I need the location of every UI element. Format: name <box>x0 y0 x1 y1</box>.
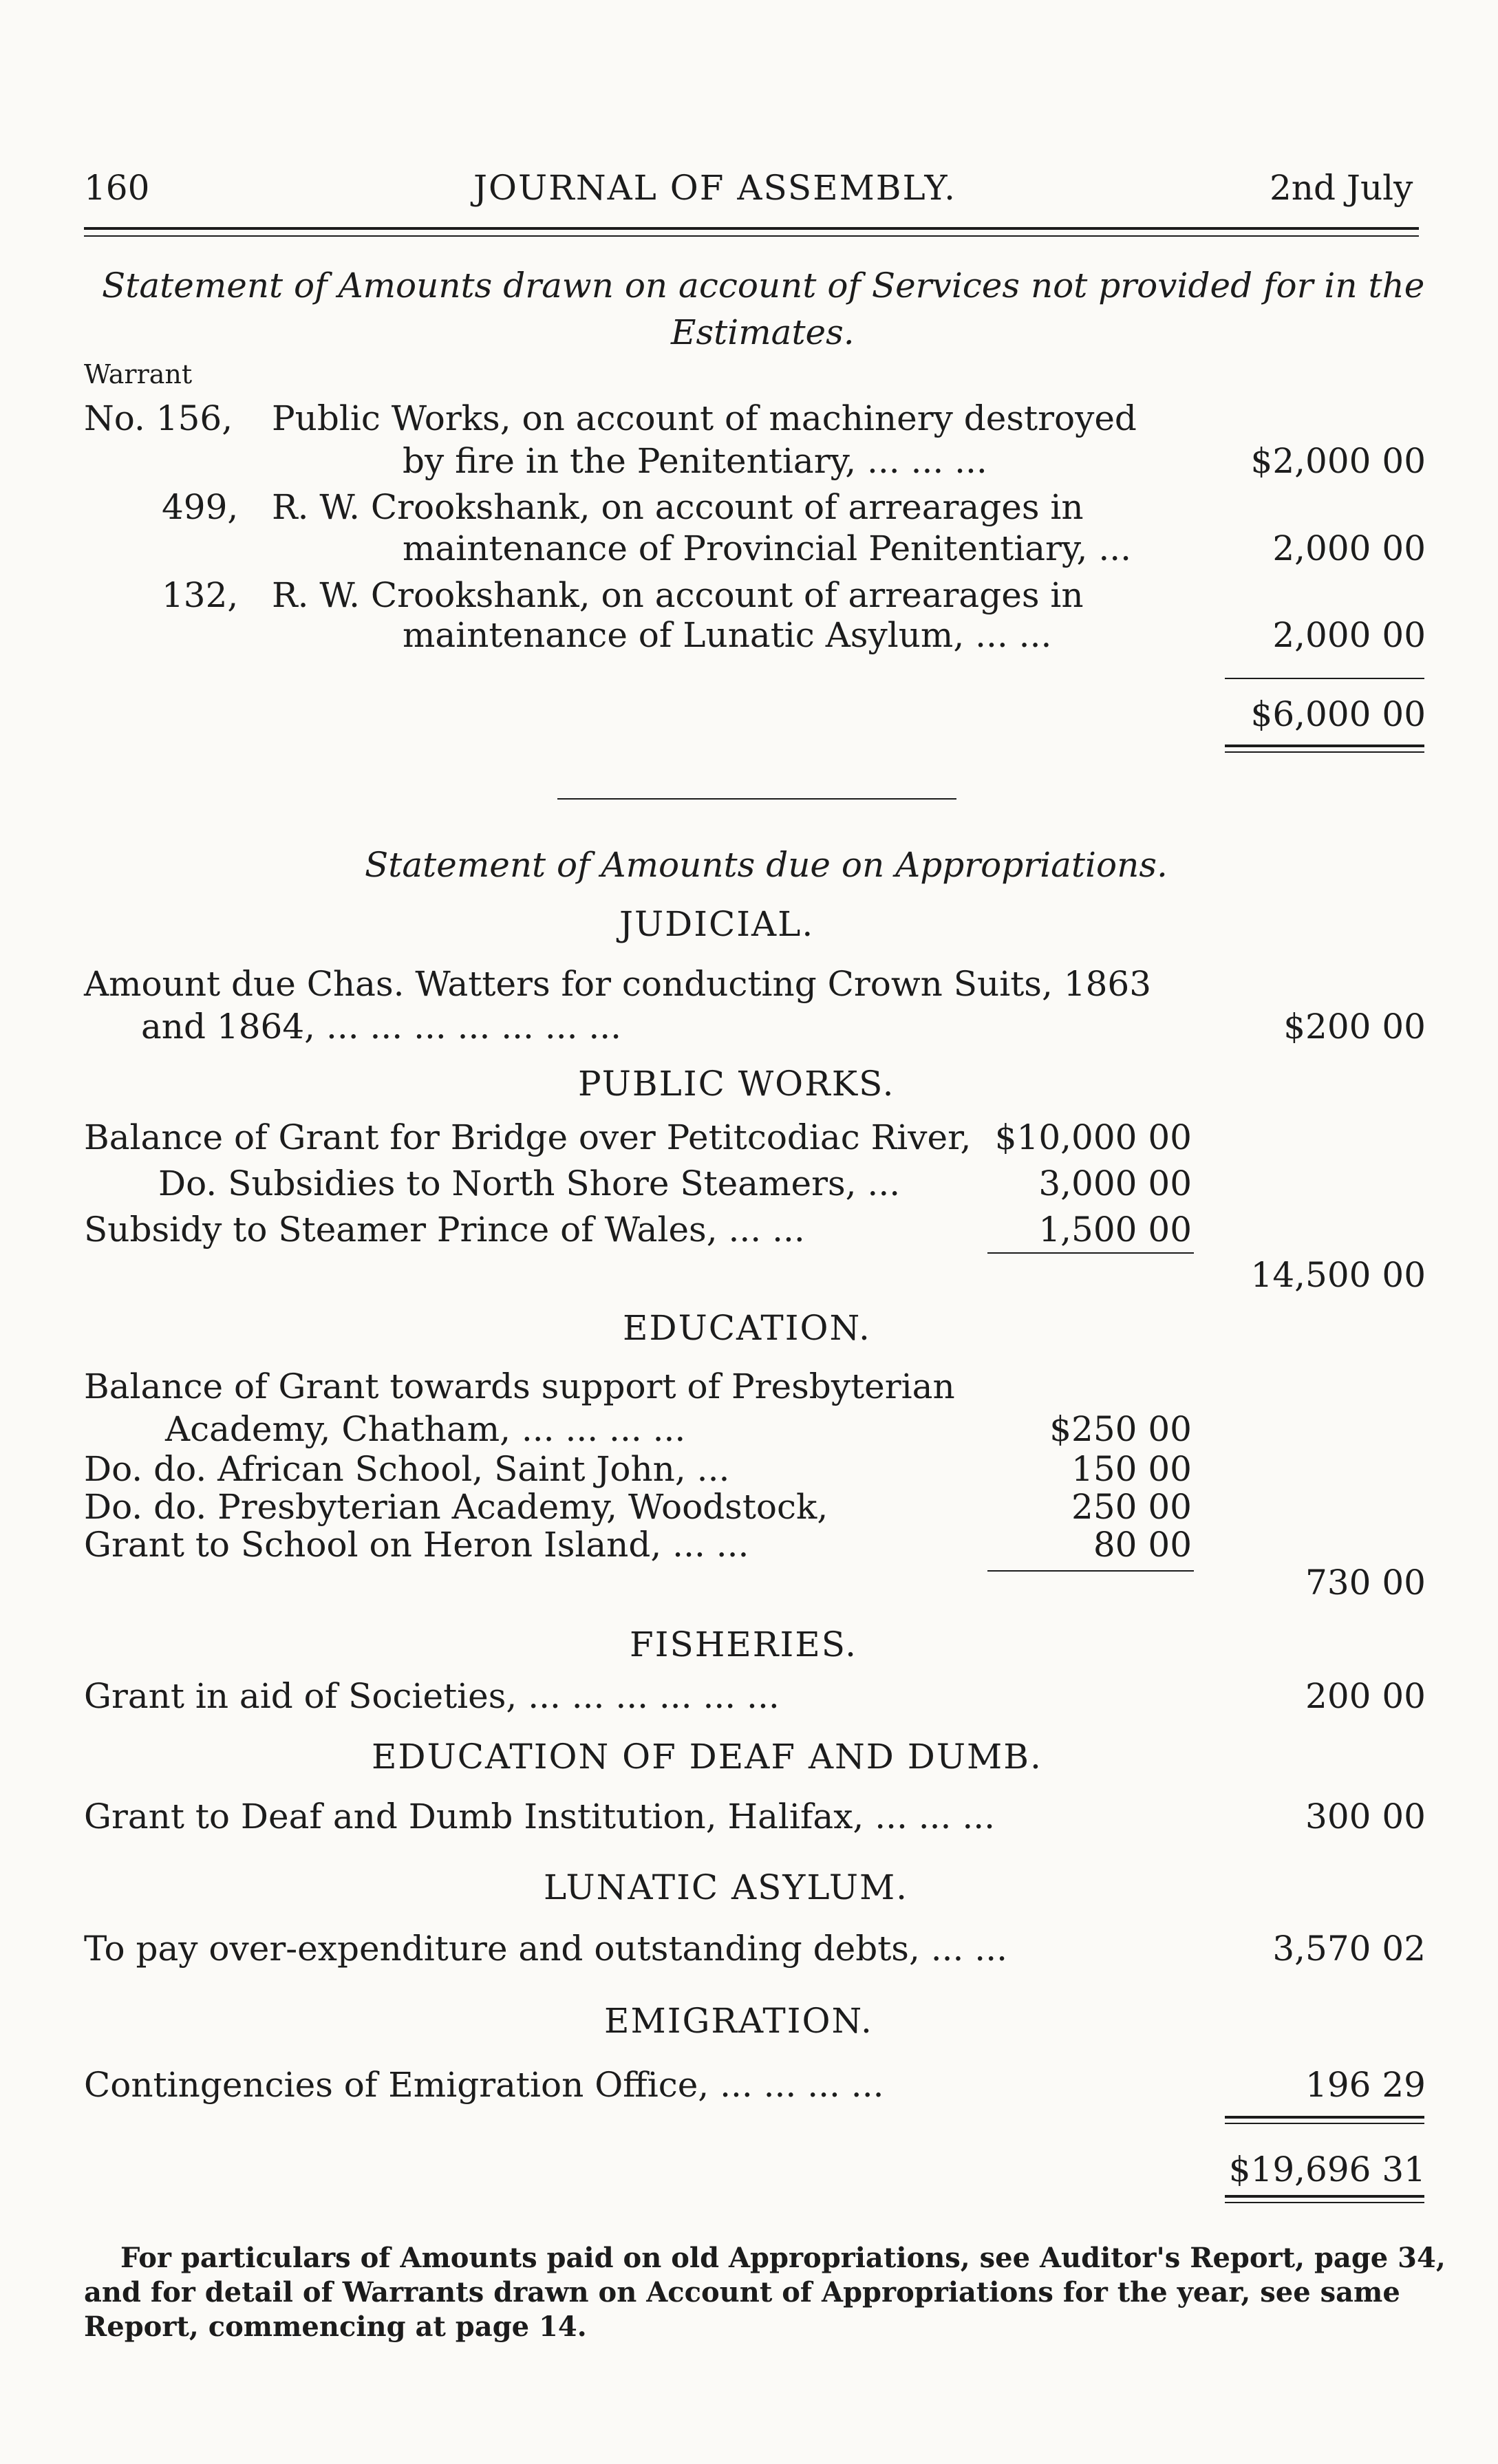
section-heading-education: EDUCATION. <box>623 1308 871 1348</box>
footnote-line2: and for detail of Warrants drawn on Account of Appropriations for the year, see same <box>84 2276 1400 2308</box>
header-rule-thick <box>84 227 1419 230</box>
grand-total: $19,696 31 <box>1228 2150 1426 2189</box>
section-heading-public-works: PUBLIC WORKS. <box>578 1064 895 1104</box>
public-works-amount: 3,000 00 <box>1038 1164 1192 1203</box>
education-item: Do. do. African School, Saint John, ... <box>84 1449 730 1489</box>
section-heading-fisheries: FISHERIES. <box>630 1625 858 1664</box>
statement1-title-line1: Statement of Amounts drawn on account of Services not provided for in the <box>102 266 1425 306</box>
entry-line: maintenance of Provincial Penitentiary, ... <box>403 528 1132 568</box>
education-amount: $250 00 <box>1049 1409 1192 1449</box>
judicial-line1: Amount due Chas. Watters for conducting Crown Suits, 1863 <box>84 964 1152 1004</box>
sum-rule <box>1225 2123 1424 2124</box>
footnote-line1: For particulars of Amounts paid on old Appropriations, see Auditor's Report, page 34, <box>120 2242 1446 2274</box>
public-works-item: Subsidy to Steamer Prince of Wales, ... ... <box>84 1210 805 1250</box>
footnote-line3: Report, commencing at page 14. <box>84 2311 587 2343</box>
education-amount: 150 00 <box>1071 1449 1192 1489</box>
entry-line: maintenance of Lunatic Asylum, ... ... <box>403 615 1052 655</box>
entry-amount: 2,000 00 <box>1272 615 1426 655</box>
education-item: Balance of Grant towards support of Presbyterian <box>84 1367 955 1406</box>
deaf-dumb-amount: 300 00 <box>1305 1797 1426 1836</box>
statement2-title: Statement of Amounts due on Appropriations. <box>365 845 1168 885</box>
lunatic-amount: 3,570 02 <box>1272 1929 1426 1969</box>
entry-amount: 2,000 00 <box>1272 528 1426 568</box>
subtotal-rule <box>987 1252 1194 1254</box>
education-amount: 80 00 <box>1093 1525 1192 1565</box>
warrant-number: No. 156, <box>84 398 233 438</box>
emigration-amount: 196 29 <box>1305 2065 1426 2105</box>
entry-line: by fire in the Penitentiary, ... ... ... <box>403 441 987 481</box>
total-double-rule <box>1225 751 1424 753</box>
section-heading-judicial: JUDICIAL. <box>619 904 815 944</box>
judicial-line2: and 1864, ... ... ... ... ... ... ... <box>141 1007 622 1047</box>
warrant-number: 132, <box>162 575 239 615</box>
page-number: 160 <box>84 168 150 208</box>
public-works-item: Balance of Grant for Bridge over Petitcodiac River, <box>84 1117 972 1157</box>
sum-rule <box>1225 678 1424 679</box>
total-double-rule <box>1225 744 1424 747</box>
fisheries-line: Grant in aid of Societies, ... ... ... ... ... ... <box>84 1676 780 1716</box>
total-double-rule <box>1225 2195 1424 2198</box>
warrant-label: Warrant <box>84 359 193 389</box>
entry-amount: $2,000 00 <box>1250 441 1426 481</box>
header-date: 2nd July <box>1270 168 1413 208</box>
statement1-total: $6,000 00 <box>1250 694 1426 734</box>
total-double-rule <box>1225 2202 1424 2203</box>
header-rule-thin <box>84 235 1419 237</box>
entry-line: R. W. Crookshank, on account of arrearages in <box>272 575 1084 615</box>
statement1-title-line2: Estimates. <box>671 312 855 352</box>
subtotal-rule <box>987 1570 1194 1572</box>
public-works-item: Do. Subsidies to North Shore Steamers, ... <box>158 1164 901 1203</box>
public-works-amount: 1,500 00 <box>1038 1210 1192 1250</box>
education-item: Do. do. Presbyterian Academy, Woodstock, <box>84 1487 828 1527</box>
warrant-number: 499, <box>162 487 239 527</box>
public-works-amount: $10,000 00 <box>994 1117 1192 1157</box>
emigration-line: Contingencies of Emigration Office, ... ... ... ... <box>84 2065 884 2105</box>
sum-rule <box>1225 2116 1424 2119</box>
section-heading-lunatic-asylum: LUNATIC ASYLUM. <box>544 1867 909 1907</box>
fisheries-amount: 200 00 <box>1305 1676 1426 1716</box>
judicial-amount: $200 00 <box>1283 1007 1426 1047</box>
entry-line: Public Works, on account of machinery destroyed <box>272 398 1137 438</box>
section-divider <box>557 798 956 800</box>
section-heading-deaf-dumb: EDUCATION OF DEAF AND DUMB. <box>372 1737 1042 1777</box>
entry-line: R. W. Crookshank, on account of arrearages in <box>272 487 1084 527</box>
section-heading-emigration: EMIGRATION. <box>604 2001 873 2041</box>
page-title: JOURNAL OF ASSEMBLY. <box>473 168 956 208</box>
education-amount: 250 00 <box>1071 1487 1192 1527</box>
deaf-dumb-line: Grant to Deaf and Dumb Institution, Halifax, ... ... ... <box>84 1797 996 1836</box>
lunatic-line: To pay over-expenditure and outstanding debts, ... ... <box>84 1929 1007 1969</box>
public-works-total: 14,500 00 <box>1250 1255 1426 1295</box>
education-item: Academy, Chatham, ... ... ... ... <box>165 1409 686 1449</box>
education-total: 730 00 <box>1305 1563 1426 1603</box>
education-item: Grant to School on Heron Island, ... ... <box>84 1525 749 1565</box>
